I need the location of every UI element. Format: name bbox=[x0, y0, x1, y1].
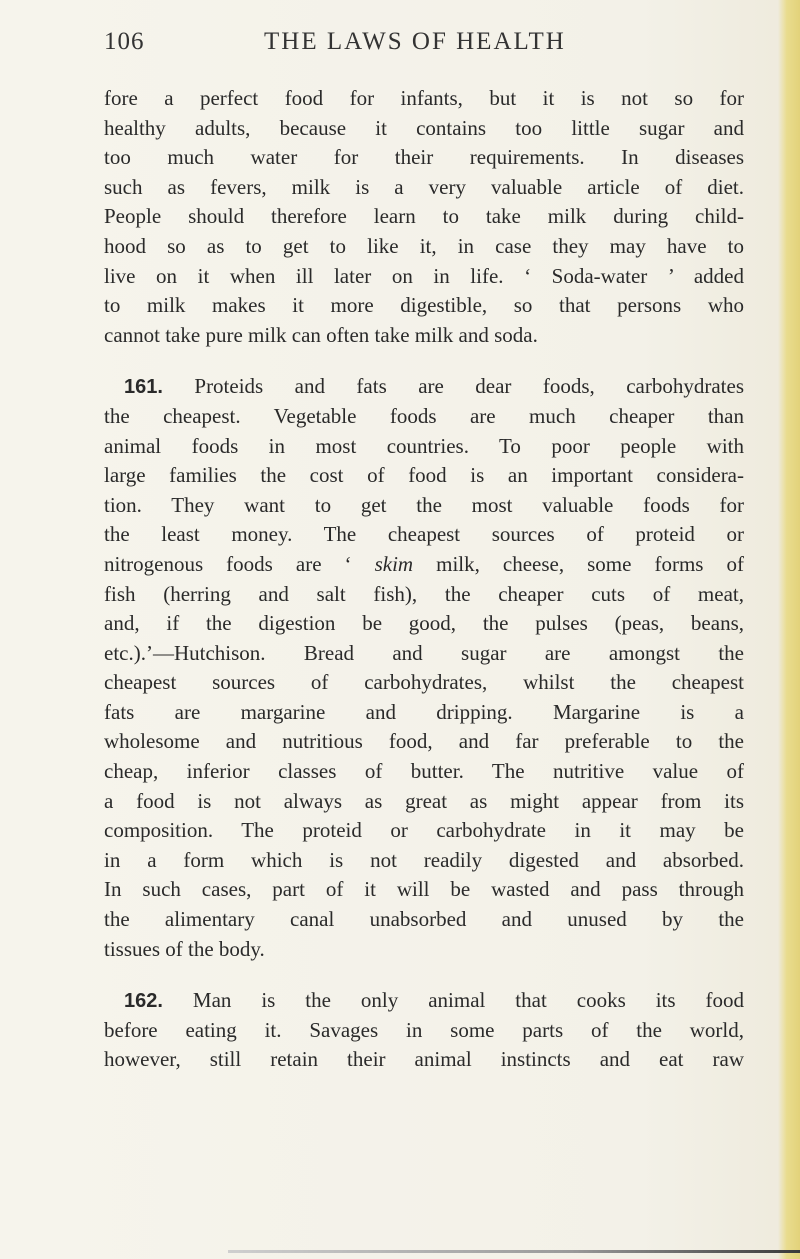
page-edge bbox=[778, 0, 800, 1259]
text-line: hood so as to get to like it, in case they may have to bbox=[104, 233, 744, 258]
paragraph-number: 162. bbox=[124, 990, 163, 1013]
text-line: to milk makes it more digestible, so that persons who bbox=[104, 293, 744, 318]
text-line: cheapest sources of carbohydrates, whilst the cheapest bbox=[104, 670, 744, 695]
body-text bbox=[104, 84, 744, 1075]
text-line: however, still retain their animal instincts and eat raw bbox=[104, 1047, 744, 1072]
text-segment: milk, cheese, some forms of bbox=[413, 551, 744, 576]
page-header bbox=[104, 28, 744, 68]
bottom-rule bbox=[228, 1250, 800, 1253]
running-head: THE LAWS OF HEALTH bbox=[264, 28, 566, 55]
text-line: the least money. The cheapest sources of proteid or bbox=[104, 522, 744, 547]
text-line: animal foods in most countries. To poor people with bbox=[104, 433, 744, 458]
paragraph-first-line: Proteids and fats are dear foods, carbohydrates bbox=[162, 374, 744, 399]
paragraph-continued bbox=[104, 84, 744, 350]
text-line: before eating it. Savages in some parts of the world, bbox=[104, 1017, 744, 1042]
text-line: tion. They want to get the most valuable foods for bbox=[104, 492, 744, 517]
italic-word: skim bbox=[374, 551, 414, 576]
text-line bbox=[104, 986, 744, 1016]
paragraph-first-line: Man is the only animal that cooks its food bbox=[162, 988, 744, 1013]
text-line: People should therefore learn to take milk during child- bbox=[104, 204, 744, 229]
text-line: etc.).’—Hutchison. Bread and sugar are amongst the bbox=[104, 640, 744, 665]
paragraph-number: 161. bbox=[124, 376, 163, 399]
text-line: live on it when ill later on in life. ‘ Soda-water ’ added bbox=[104, 263, 744, 288]
text-line: tissues of the body. bbox=[104, 936, 265, 961]
text-line: too much water for their requirements. In diseases bbox=[104, 145, 744, 170]
text-line: and, if the digestion be good, the pulses (peas, beans, bbox=[104, 611, 744, 636]
text-line: the cheapest. Vegetable foods are much cheaper than bbox=[104, 403, 744, 428]
text-line: wholesome and nutritious food, and far preferable to the bbox=[104, 729, 744, 754]
text-line bbox=[104, 372, 744, 402]
text-line: such as fevers, milk is a very valuable article of diet. bbox=[104, 174, 744, 199]
text-segment: nitrogenous foods are ‘ bbox=[104, 551, 375, 576]
text-line: In such cases, part of it will be wasted and pass through bbox=[104, 877, 744, 902]
text-line: fats are margarine and dripping. Margarine is a bbox=[104, 699, 744, 724]
page-number: 106 bbox=[104, 28, 145, 55]
text-line: composition. The proteid or carbohydrate in it may be bbox=[104, 818, 744, 843]
paragraph-161 bbox=[104, 372, 744, 964]
text-line: healthy adults, because it contains too little sugar and bbox=[104, 115, 744, 140]
text-line: a food is not always as great as might appear from its bbox=[104, 788, 744, 813]
text-line: in a form which is not readily digested and absorbed. bbox=[104, 847, 744, 872]
text-line: large families the cost of food is an important considera- bbox=[104, 463, 744, 488]
text-line: cheap, inferior classes of butter. The nutritive value of bbox=[104, 759, 744, 784]
text-line: cannot take pure milk can often take milk and soda. bbox=[104, 322, 538, 347]
text-line: fish (herring and salt fish), the cheaper cuts of meat, bbox=[104, 581, 744, 606]
text-line bbox=[104, 550, 744, 580]
text-line: the alimentary canal unabsorbed and unused by the bbox=[104, 907, 744, 932]
paragraph-162 bbox=[104, 986, 744, 1075]
text-line: fore a perfect food for infants, but it is not so for bbox=[104, 86, 744, 110]
